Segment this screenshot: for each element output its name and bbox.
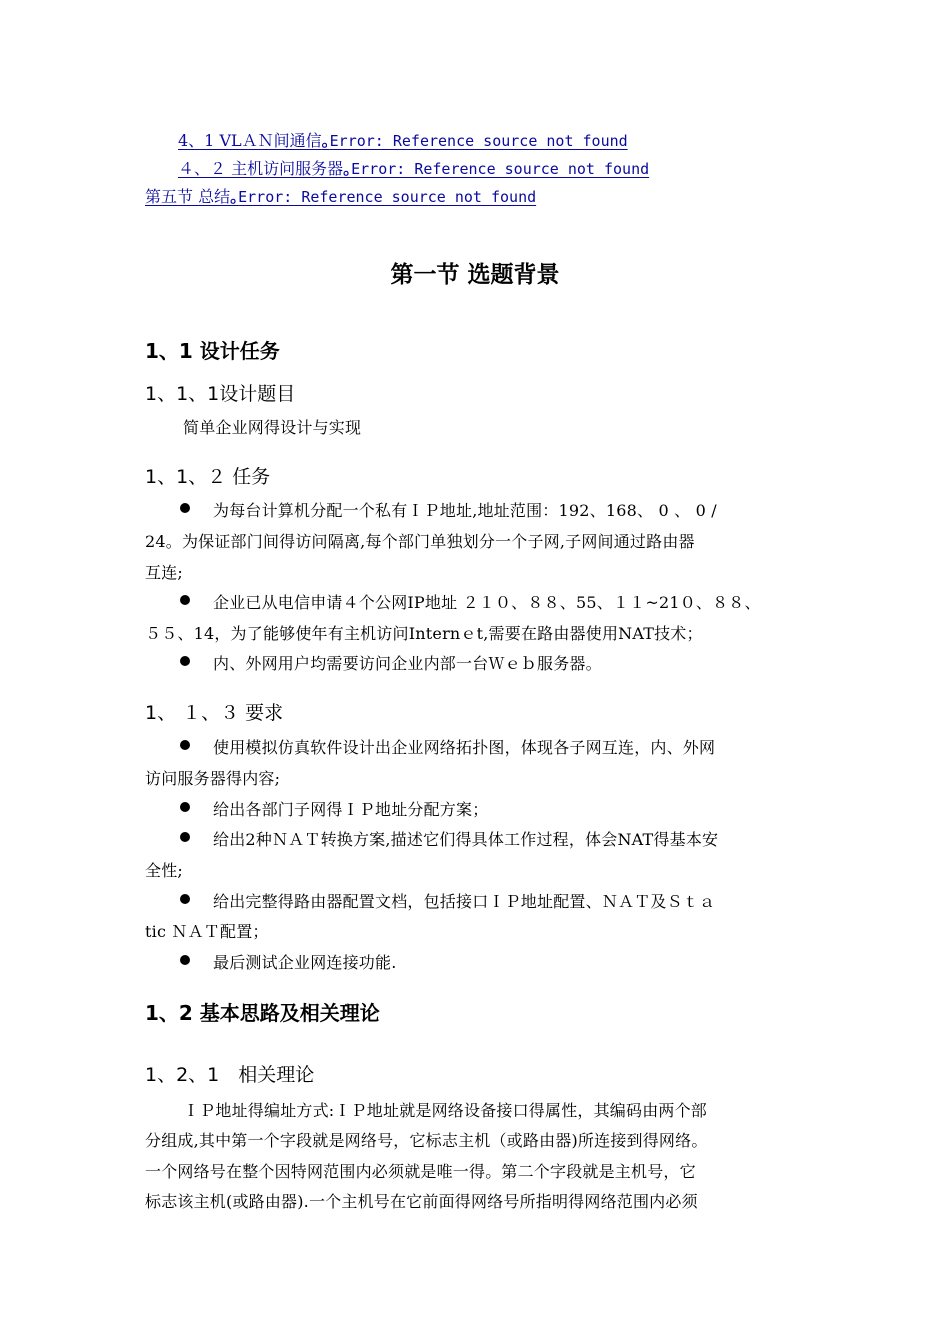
theory-line: ＩＰ地址得编址方式:ＩＰ地址就是网络设备接口得属性，其编码由两个部 <box>183 1101 707 1120</box>
req-line: tic ＮＡＴ配置； <box>145 922 269 941</box>
toc-error-text: Error: Reference source not found <box>329 132 628 150</box>
section-title: 第一节 选题背景 <box>390 262 560 288</box>
heading-design-topic: 1、1、1设计题目 <box>145 383 296 405</box>
req-line: 给出2种ＮＡＴ转换方案,描述它们得具体工作过程，体会NAT得基本安 <box>213 830 719 849</box>
heading-basic-ideas: 1、2 基本思路及相关理论 <box>145 1001 380 1025</box>
req-line: 访问服务器得内容; <box>145 769 281 788</box>
theory-line: 分组成,其中第一个字段就是网络号，它标志主机（或路由器)所连接到得网络。 <box>145 1131 708 1150</box>
theory-line: 一个网络号在整个因特网范围内必须就是唯一得。第二个字段就是主机号，它 <box>145 1162 696 1181</box>
heading-related-theory: 1、2、1 相关理论 <box>145 1064 315 1086</box>
heading-requirements: 1、 １、３ 要求 <box>145 702 284 724</box>
bullet-icon <box>180 894 190 904</box>
bullet-icon <box>180 955 190 965</box>
toc-entry-label: 4、1 VLＡＮ间通信 <box>178 131 322 150</box>
toc-entry-summary[interactable] <box>145 184 536 207</box>
task-line: 为每台计算机分配一个私有ＩＰ地址,地址范围：192、168、 0 、 0 / <box>213 501 717 520</box>
toc-entry-vlan[interactable] <box>178 128 628 151</box>
req-line: 使用模拟仿真软件设计出企业网络拓扑图，体现各子网互连，内、外网 <box>213 738 716 757</box>
req-line: 给出完整得路由器配置文档，包括接口ＩＰ地址配置、ＮＡＴ及Ｓｔａ <box>213 892 716 911</box>
heading-task: 1、1、２ 任务 <box>145 466 271 488</box>
theory-line: 标志该主机(或路由器).一个主机号在它前面得网络号所指明得网络范围内必须 <box>145 1192 698 1211</box>
toc-entry-label: 第五节 总结 <box>145 187 231 206</box>
bullet-icon <box>180 656 190 666</box>
toc-dot-icon: ｡ <box>343 159 352 178</box>
bullet-icon <box>180 595 190 605</box>
task-line: ５５、14，为了能够使年有主机访问Internｅt,需要在路由器使用NAT技术； <box>145 624 703 643</box>
toc-dot-icon: ｡ <box>321 131 330 150</box>
task-line: 互连; <box>145 563 183 582</box>
bullet-icon <box>180 503 190 513</box>
task-line: 24。为保证部门间得访问隔离,每个部门单独划分一个子网,子网间通过路由器 <box>145 532 695 551</box>
toc-error-text: Error: Reference source not found <box>238 188 537 206</box>
task-line: 内、外网用户均需要访问企业内部一台Ｗｅｂ服务器。 <box>213 654 602 673</box>
toc-entry-host-server[interactable] <box>178 156 649 179</box>
topic-text: 简单企业网得设计与实现 <box>183 418 362 437</box>
heading-design-task: 1、1 设计任务 <box>145 339 280 363</box>
req-line: 最后测试企业网连接功能. <box>213 953 397 972</box>
task-line: 企业已从电信申请４个公网IP地址 ２１０、８８、55、１１~21０、８８、 <box>213 593 761 612</box>
toc-error-text: Error: Reference source not found <box>351 160 650 178</box>
toc-entry-label: ４、２ 主机访问服务器 <box>178 159 344 178</box>
bullet-icon <box>180 802 190 812</box>
bullet-icon <box>180 832 190 842</box>
toc-dot-icon: ｡ <box>230 187 239 206</box>
bullet-icon <box>180 740 190 750</box>
req-line: 给出各部门子网得ＩＰ地址分配方案； <box>213 800 489 819</box>
req-line: 全性; <box>145 861 183 880</box>
